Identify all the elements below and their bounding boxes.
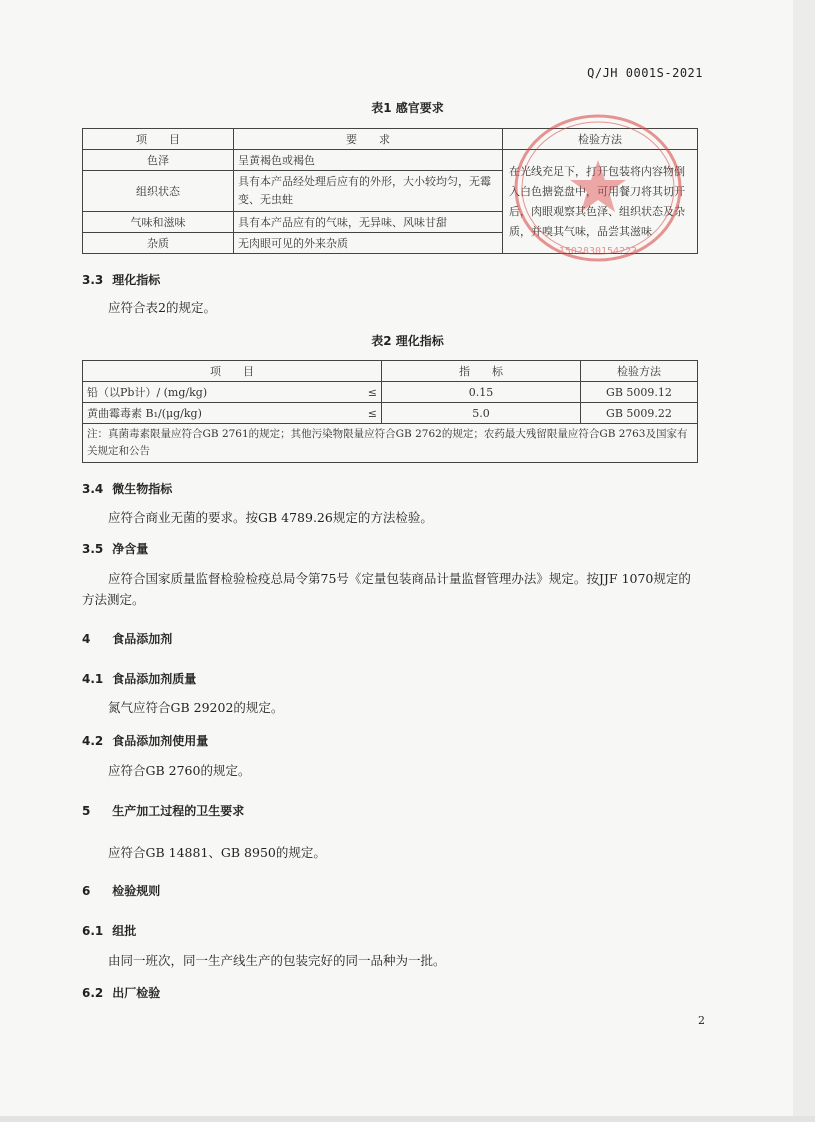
- table-note-row: [83, 424, 698, 463]
- cell-item: 组织状态: [83, 171, 234, 212]
- section-title: 净含量: [112, 542, 149, 556]
- sensory-requirements-table: [82, 128, 698, 254]
- section-heading: [82, 271, 160, 288]
- section-number: 3.5: [82, 542, 104, 556]
- table1-caption: 表1 感官要求: [371, 101, 444, 115]
- cell-requirement: 呈黄褐色或褐色: [234, 150, 503, 171]
- table-note: 注：真菌毒素限量应符合GB 2761的规定；其他污染物限量应符合GB 2762的规定；农药最大残留限量应符合GB 2763及国家有关规定和公告: [83, 424, 698, 463]
- section-heading: [82, 670, 196, 687]
- section-title: 食品添加剂: [112, 632, 173, 646]
- section-text: 应符合商业无菌的要求。按GB 4789.26规定的方法检验。: [108, 510, 433, 525]
- section-text: 氮气应符合GB 29202的规定。: [108, 700, 284, 715]
- section-number: 4: [82, 632, 91, 646]
- column-header: 项 目: [83, 129, 234, 150]
- table-row: [83, 150, 698, 171]
- section-title: 食品添加剂质量: [112, 672, 197, 686]
- section-number: 4.2: [82, 734, 104, 748]
- section-text: 由同一班次，同一生产线生产的包装完好的同一品种为一批。: [108, 953, 446, 968]
- table-row: [83, 382, 698, 403]
- column-header: 检验方法: [503, 129, 698, 150]
- section-heading: [82, 540, 148, 557]
- table-row: [83, 403, 698, 424]
- section-text: 应符合GB 2760的规定。: [108, 763, 251, 778]
- section-heading: [82, 984, 160, 1001]
- cell-requirement: 无肉眼可见的外来杂质: [234, 233, 503, 254]
- cell-value: 0.15: [381, 382, 580, 403]
- cell-method: GB 5009.22: [580, 403, 697, 424]
- cell-item: 杂质: [83, 233, 234, 254]
- cell-item: 色泽: [83, 150, 234, 171]
- cell-method: 在光线充足下，打开包装将内容物倒入白色搪瓷盘中，可用餐刀将其切开后，肉眼观察其色泽、组织状态及杂质，并嗅其气味，品尝其滋味: [503, 150, 698, 254]
- section-heading: [82, 802, 244, 819]
- physicochemical-table: [82, 360, 698, 463]
- column-header: 要 求: [234, 129, 503, 150]
- cell-value: 5.0: [381, 403, 580, 424]
- column-header: 检验方法: [580, 361, 697, 382]
- section-number: 3.4: [82, 482, 104, 496]
- page-number: 2: [698, 1014, 705, 1027]
- section-number: 3.3: [82, 273, 104, 287]
- cell-item: 铅（以Pb计）/ (mg/kg): [83, 382, 353, 403]
- section-number: 6.2: [82, 986, 104, 1000]
- section-title: 出厂检验: [112, 986, 161, 1000]
- section-text: 应符合表2的规定。: [108, 300, 216, 315]
- section-number: 4.1: [82, 672, 104, 686]
- section-heading: [82, 630, 172, 647]
- scan-edge-shadow: [793, 0, 815, 1122]
- section-heading: [82, 480, 172, 497]
- cell-item: 黄曲霉毒素 B₁/(μg/kg): [83, 403, 353, 424]
- cell-method: GB 5009.12: [580, 382, 697, 403]
- column-header: 项 目: [83, 361, 382, 382]
- section-title: 组批: [112, 924, 137, 938]
- section-text: 应符合国家质量监督检验检疫总局令第75号《定量包装商品计量监督管理办法》规定。按JJF 1070规定的方法测定。: [82, 571, 691, 607]
- seal-number: 1502830154223: [558, 246, 638, 257]
- table-header-row: [83, 361, 698, 382]
- section-title: 微生物指标: [112, 482, 173, 496]
- column-header: 指 标: [381, 361, 580, 382]
- section-number: 6: [82, 884, 91, 898]
- scan-bottom-edge: [0, 1116, 815, 1122]
- document-code: Q/JH 0001S-2021: [587, 66, 703, 80]
- section-text: 应符合GB 14881、GB 8950的规定。: [108, 845, 326, 860]
- section-title: 理化指标: [112, 273, 161, 287]
- cell-item: 气味和滋味: [83, 212, 234, 233]
- section-title: 生产加工过程的卫生要求: [112, 804, 245, 818]
- cell-requirement: 具有本产品经处理后应有的外形，大小较均匀，无霉变、无虫蛀: [234, 171, 503, 212]
- cell-operator: ≤: [353, 382, 382, 403]
- table-header-row: [83, 129, 698, 150]
- section-title: 检验规则: [112, 884, 161, 898]
- section-heading: [82, 922, 136, 939]
- section-heading: [82, 882, 160, 899]
- section-title: 食品添加剂使用量: [112, 734, 209, 748]
- section-number: 5: [82, 804, 91, 818]
- cell-requirement: 具有本产品应有的气味，无异味、风味甘甜: [234, 212, 503, 233]
- section-heading: [82, 732, 208, 749]
- cell-operator: ≤: [353, 403, 382, 424]
- table2-caption: 表2 理化指标: [371, 334, 444, 348]
- section-number: 6.1: [82, 924, 104, 938]
